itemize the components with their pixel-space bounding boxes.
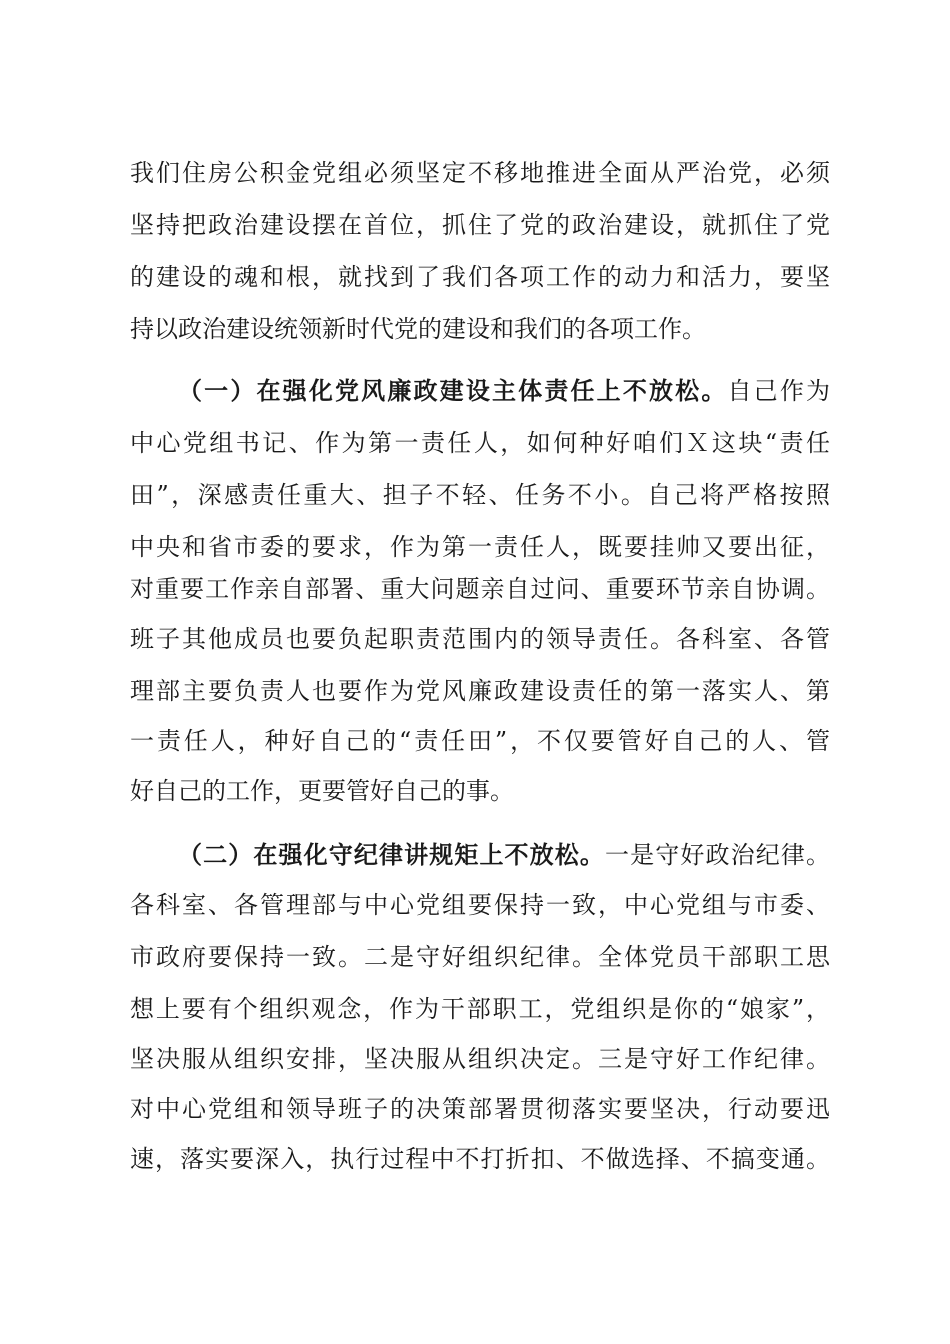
paragraph-one-line-8: 一责任人，种好自己的“责任田”，不仅要管好自己的人、管 xyxy=(130,727,830,755)
paragraph-two-line-3: 市政府要保持一致。二是守好组织纪律。全体党员干部职工思 xyxy=(130,943,830,971)
paragraph-one-line-2: 中心党组书记、作为第一责任人，如何种好咱们Ｘ这块“责任 xyxy=(130,429,830,457)
paragraph-one-line-9: 好自己的工作，更要管好自己的事。 xyxy=(130,777,514,805)
paragraph-one-first-line-rest: 自己作为 xyxy=(727,377,830,405)
paragraph-two-first-line-rest: 一是守好政治纪律。 xyxy=(605,841,831,869)
paragraph-one-line-3: 田”，深感责任重大、担子不轻、任务不小。自己将严格按照 xyxy=(130,481,830,509)
paragraph-one-line-6: 班子其他成员也要负起职责范围内的领导责任。各科室、各管 xyxy=(130,625,830,653)
paragraph-two-line-5: 坚决服从组织安排，坚决服从组织决定。三是守好工作纪律。 xyxy=(130,1045,830,1073)
paragraph-one-line-7: 理部主要负责人也要作为党风廉政建设责任的第一落实人、第 xyxy=(130,677,830,705)
paragraph-one-first-line xyxy=(178,376,830,406)
paragraph-one-line-4: 中央和省市委的要求，作为第一责任人，既要挂帅又要出征， xyxy=(130,533,830,561)
paragraph-two-line-2: 各科室、各管理部与中心党组要保持一致，中心党组与市委、 xyxy=(130,891,830,919)
paragraph-one-line-5: 对重要工作亲自部署、重大问题亲自过问、重要环节亲自协调。 xyxy=(130,575,830,603)
paragraph-intro-line-1: 我们住房公积金党组必须坚定不移地推进全面从严治党，必须 xyxy=(130,159,830,187)
paragraph-intro-line-2: 坚持把政治建设摆在首位，抓住了党的政治建设，就抓住了党 xyxy=(130,211,830,239)
paragraph-one-heading: （一）在强化党风廉政建设主体责任上不放松。 xyxy=(178,376,728,405)
paragraph-two-line-4: 想上要有个组织观念，作为干部职工，党组织是你的“娘家”， xyxy=(130,995,830,1023)
paragraph-two-heading: （二）在强化守纪律讲规矩上不放松。 xyxy=(178,840,606,869)
paragraph-two-first-line xyxy=(178,840,830,870)
paragraph-two-line-6: 对中心党组和领导班子的决策部署贯彻落实要坚决，行动要迅 xyxy=(130,1095,830,1123)
paragraph-intro-line-3: 的建设的魂和根，就找到了我们各项工作的动力和活力，要坚 xyxy=(130,263,830,291)
paragraph-intro-line-4: 持以政治建设统领新时代党的建设和我们的各项工作。 xyxy=(130,315,706,343)
paragraph-two-line-7: 速，落实要深入，执行过程中不打折扣、不做选择、不搞变通。 xyxy=(130,1145,830,1173)
